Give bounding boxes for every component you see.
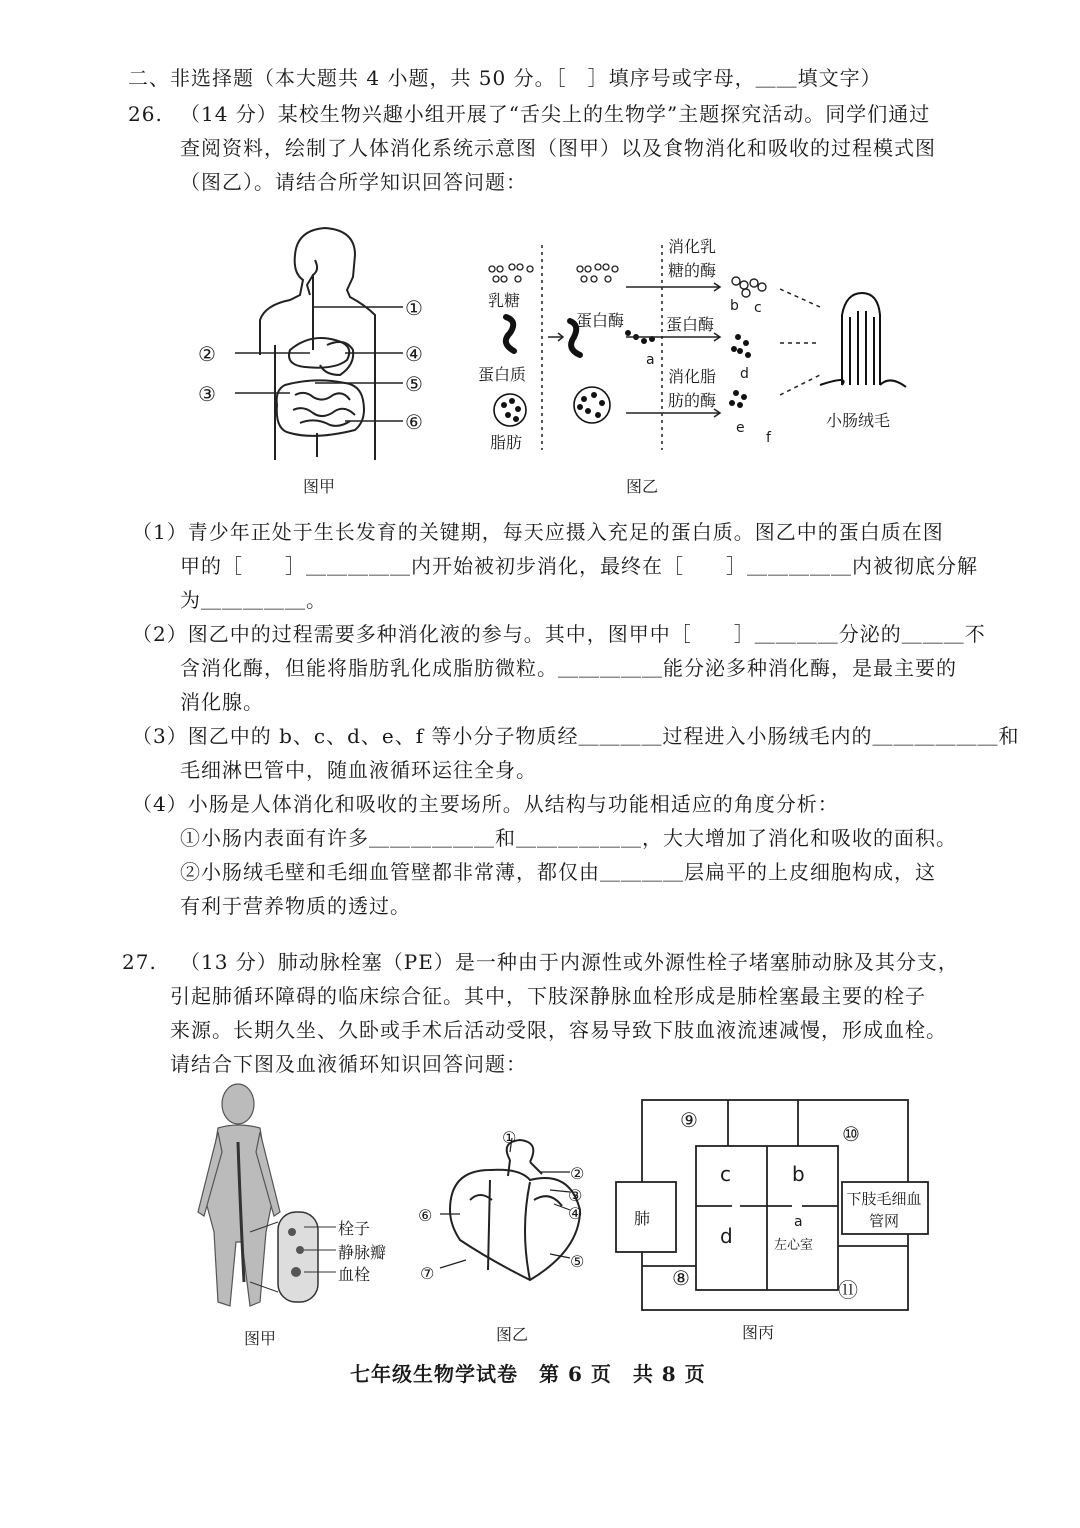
- q27-number: 27.: [122, 950, 157, 974]
- fig26-label-2: ②: [198, 342, 216, 366]
- fig26-letter-d: d: [740, 366, 749, 382]
- q27-intro-line: 请结合下图及血液循环知识回答问题：: [170, 1052, 527, 1076]
- section-header: 二、非选择题（本大题共 4 小题，共 50 分。［ ］填序号或字母，＿＿填文字）: [128, 66, 882, 90]
- fig27-capillary-label: 下肢毛细血管网: [846, 1190, 922, 1230]
- fig26-lipase-label: 消化脂: [668, 367, 717, 386]
- q26-item-line: （4）小肠是人体消化和吸收的主要场所。从结构与功能相适应的角度分析：: [132, 792, 839, 816]
- q26-number: 26.: [128, 102, 163, 126]
- fig26-letter-b: b: [730, 298, 739, 314]
- fig27-heart-label-7: ⑦: [420, 1264, 435, 1283]
- q27-intro-line: 引起肺循环障碍的临床综合征。其中，下肢深静脉血栓形成是肺栓塞最主要的栓子: [170, 984, 926, 1008]
- fig27-vessel-10: ⑩: [842, 1122, 860, 1146]
- fig26-label-1: ①: [405, 296, 423, 320]
- fig26-villus-label: 小肠绒毛: [826, 411, 891, 430]
- body-thrombus-figure: [180, 1082, 380, 1322]
- fig26-fat-label: 脂肪: [490, 433, 523, 452]
- fig26-label-4: ④: [405, 342, 423, 366]
- fig26-letter-f: f: [766, 430, 771, 446]
- q26-item-line: 为＿＿＿＿＿。: [180, 588, 327, 612]
- q26-intro-line: （14 分）某校生物兴趣小组开展了“舌尖上的生物学”主题探究活动。同学们通过: [180, 102, 931, 126]
- fig26-jia-caption: 图甲: [303, 477, 336, 496]
- fig27-chamber-c: c: [720, 1162, 731, 1186]
- fig27-heart-label-5: ⑤: [570, 1252, 585, 1271]
- fig26-protein-label: 蛋白质: [478, 365, 527, 384]
- q27-intro-line: 来源。长期久坐、久卧或手术后活动受限，容易导致下肢血液流速减慢，形成血栓。: [170, 1018, 947, 1042]
- fig27-bing-caption: 图丙: [742, 1323, 775, 1342]
- fig27-jia-caption: 图甲: [244, 1329, 277, 1348]
- fig27-left-ventricle-label: 左心室: [774, 1238, 814, 1253]
- q26-item-line: 含消化酶，但能将脂肪乳化成脂肪微粒。＿＿＿＿＿能分泌多种消化酶，是最主要的: [180, 656, 957, 680]
- fig27-heart-label-6: ⑥: [418, 1206, 433, 1225]
- fig27-chamber-d: d: [720, 1224, 733, 1248]
- fig26-label-5: ⑤: [405, 372, 423, 396]
- fig26-label-6: ⑥: [405, 410, 423, 434]
- q26-item-line: （3）图乙中的 b、c、d、e、f 等小分子物质经＿＿＿＿过程进入小肠绒毛内的＿＿＿＿＿＿和: [132, 724, 1020, 748]
- fig26-lipase-label: 肪的酶: [668, 391, 717, 410]
- q26-item-line: （2）图乙中的过程需要多种消化液的参与。其中，图甲中［ ］＿＿＿＿分泌的＿＿＿不: [132, 622, 986, 646]
- q26-intro-line: 查阅资料，绘制了人体消化系统示意图（图甲）以及食物消化和吸收的过程模式图: [180, 136, 936, 160]
- fig27-heart-label-1: ①: [502, 1128, 517, 1147]
- fig26-protease-label-1: 蛋白酶: [576, 311, 625, 330]
- fig27-thrombus-label: 血栓: [338, 1265, 371, 1284]
- q26-item-line: 毛细淋巴管中，随血液循环运往全身。: [180, 758, 537, 782]
- fig27-heart-label-3: ③: [568, 1186, 583, 1205]
- fig27-heart-label-4: ④: [568, 1204, 583, 1223]
- q26-intro-line: （图乙）。请结合所学知识回答问题：: [180, 170, 527, 194]
- fig27-chamber-a: a: [794, 1214, 803, 1230]
- page-footer: 七年级生物学试卷 第 6 页 共 8 页: [350, 1362, 706, 1386]
- q26-item-line: ①小肠内表面有许多＿＿＿＿＿＿和＿＿＿＿＿＿，大大增加了消化和吸收的面积。: [180, 826, 957, 850]
- fig27-vessel-11: ⑪: [838, 1278, 858, 1302]
- fig27-chamber-b: b: [792, 1162, 805, 1186]
- fig27-vein-valve-label: 静脉瓣: [338, 1243, 387, 1262]
- fig26-label-3: ③: [198, 382, 216, 406]
- q26-item-line: ②小肠绒毛壁和毛细血管壁都非常薄，都仅由＿＿＿＿层扁平的上皮细胞构成，这: [180, 860, 936, 884]
- fig26-lactase-label: 消化乳: [668, 237, 717, 256]
- q26-item-line: （1）青少年正处于生长发育的关键期，每天应摄入充足的蛋白质。图乙中的蛋白质在图: [132, 520, 944, 544]
- fig26-protease-label-2: 蛋白酶: [666, 315, 715, 334]
- fig26-letter-c: c: [754, 300, 762, 316]
- fig26-lactose-label: 乳糖: [488, 291, 521, 310]
- q26-item-line: 甲的［ ］＿＿＿＿＿内开始被初步消化，最终在［ ］＿＿＿＿＿内被彻底分解: [180, 554, 978, 578]
- q26-item-line: 有利于营养物质的透过。: [180, 894, 411, 918]
- fig27-lung-label: 肺: [634, 1209, 651, 1228]
- fig27-vessel-9: ⑨: [680, 1108, 698, 1132]
- fig26-letter-e: e: [736, 420, 745, 436]
- q27-intro-line: （13 分）肺动脉栓塞（PE）是一种由于内源性或外源性栓子堵塞肺动脉及其分支，: [180, 950, 959, 974]
- fig27-heart-label-2: ②: [570, 1164, 585, 1183]
- q26-item-line: 消化腺。: [180, 690, 264, 714]
- fig27-vessel-8: ⑧: [672, 1266, 690, 1290]
- fig26-lactase-label: 糖的酶: [668, 261, 717, 280]
- fig27-embolus-label: 栓子: [338, 1219, 371, 1238]
- fig27-yi-caption: 图乙: [496, 1325, 529, 1344]
- fig26-yi-caption: 图乙: [626, 477, 659, 496]
- fig26-letter-a: a: [646, 352, 655, 368]
